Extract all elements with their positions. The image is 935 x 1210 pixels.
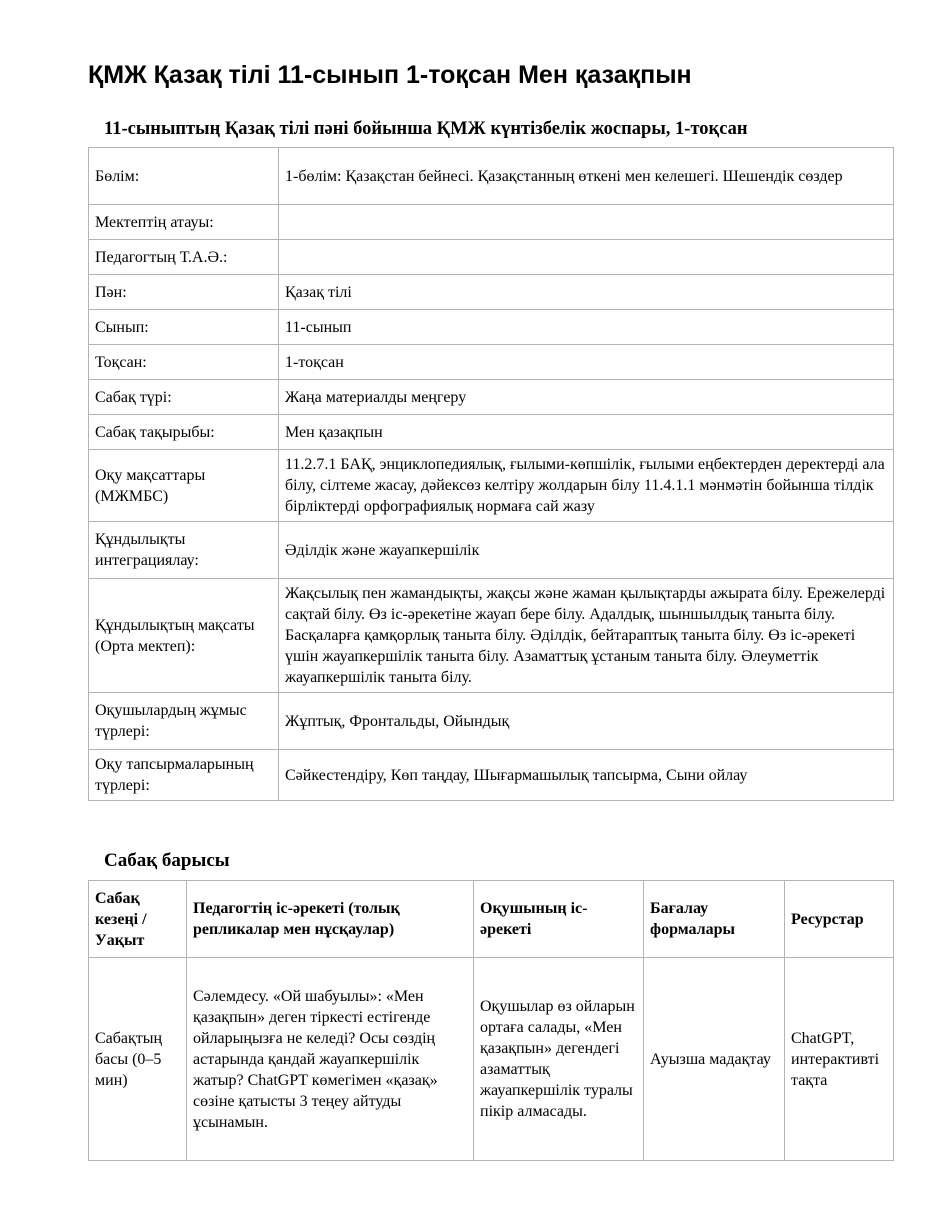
- lesson-table-header: [89, 881, 894, 958]
- resources-cell: ChatGPT, интерактивті тақта: [785, 958, 894, 1161]
- info-value: Әділдік және жауапкершілік: [279, 522, 894, 579]
- student-activity-cell: Оқушылар өз ойларын ортаға салады, «Мен қазақпын» дегендегі азаматтық жауапкершілік туралы пікір алмасады.: [474, 958, 644, 1161]
- info-label: Бөлім:: [89, 148, 279, 205]
- info-value: [279, 205, 894, 240]
- info-row-quarter: [89, 345, 894, 380]
- assessment-cell: Ауызша мадақтау: [644, 958, 785, 1161]
- info-label: Оқу мақсаттары (МЖМБС): [89, 450, 279, 522]
- info-label: Мектептің атауы:: [89, 205, 279, 240]
- info-row-value-goal: [89, 579, 894, 693]
- info-value: 1-тоқсан: [279, 345, 894, 380]
- teacher-activity-cell: Сәлемдесу. «Ой шабуылы»: «Мен қазақпын» деген тіркесті естігенде ойларыңызға не келеді? Осы сөздің астарында қандай жауапкершілік жатыр? ChatGPT көмегімен «қазақ» сөзіне қатысты 3 теңеу айтуды ұсынамын.: [187, 958, 474, 1161]
- info-row-grade: [89, 310, 894, 345]
- info-row-lesson-topic: [89, 415, 894, 450]
- info-label: Құндылықтың мақсаты (Орта мектеп):: [89, 579, 279, 693]
- table-row: [89, 958, 894, 1161]
- plan-heading: 11-сыныптың Қазақ тілі пәні бойынша ҚМЖ күнтізбелік жоспары, 1-тоқсан: [104, 119, 748, 139]
- info-value: Сәйкестендіру, Көп таңдау, Шығармашылық тапсырма, Сыни ойлау: [279, 750, 894, 801]
- column-header-stage: Сабақ кезеңі / Уақыт: [89, 881, 187, 958]
- column-header-teacher-activity: Педагогтің іс-әрекеті (толық репликалар мен нұсқаулар): [187, 881, 474, 958]
- info-label: Педагогтың Т.А.Ә.:: [89, 240, 279, 275]
- info-label: Сынып:: [89, 310, 279, 345]
- info-value: Жаңа материалды меңгеру: [279, 380, 894, 415]
- document-title: ҚМЖ Қазақ тілі 11-сынып 1-тоқсан Мен қазақпын: [88, 61, 692, 89]
- info-row-learning-objectives: [89, 450, 894, 522]
- info-row-section: [89, 148, 894, 205]
- info-label: Сабақ тақырыбы:: [89, 415, 279, 450]
- info-value: 11.2.7.1 БАҚ, энциклопедиялық, ғылыми-көпшілік, ғылыми еңбектерден деректерді ала білу, сілтеме жасау, дәйексөз келтіру жолдарын білу 11.4.1.1 мәнмәтін бойынша тілдік бірліктерді орфографиялық нормаға сай жазу: [279, 450, 894, 522]
- info-row-value-integration: [89, 522, 894, 579]
- lesson-stage-cell: Сабақтың басы (0–5 мин): [89, 958, 187, 1161]
- column-header-assessment: Бағалау формалары: [644, 881, 785, 958]
- lesson-info-table: [88, 147, 894, 801]
- info-value: Қазақ тілі: [279, 275, 894, 310]
- info-row-lesson-type: [89, 380, 894, 415]
- info-row-subject: [89, 275, 894, 310]
- info-row-teacher: [89, 240, 894, 275]
- info-label: Құндылықты интеграциялау:: [89, 522, 279, 579]
- info-label: Сабақ түрі:: [89, 380, 279, 415]
- info-row-task-types: [89, 750, 894, 801]
- info-value: Жақсылық пен жамандықты, жақсы және жаман қылықтарды ажырата білу. Ережелерді сақтай білу. Өз іс-әрекетіне жауап бере білу. Адалдық, шыншылдық таныта білу. Басқаларға қамқорлық таныта білу. Әділдік, бейтараптық таныта білу. Өз іс-әрекеті үшін жауапкершілік таныта білу. Азаматтық ұстаным таныта білу. Әлеуметтік жауапкершілік таныта білу.: [279, 579, 894, 693]
- info-row-work-types: [89, 693, 894, 750]
- lesson-progress-table: [88, 880, 894, 1161]
- info-row-school: [89, 205, 894, 240]
- column-header-resources: Ресурстар: [785, 881, 894, 958]
- info-label: Пән:: [89, 275, 279, 310]
- info-value: [279, 240, 894, 275]
- info-label: Оқушылардың жұмыс түрлері:: [89, 693, 279, 750]
- info-value: Мен қазақпын: [279, 415, 894, 450]
- lesson-progress-heading: Сабақ барысы: [104, 850, 230, 871]
- info-value: Жұптық, Фронтальды, Ойындық: [279, 693, 894, 750]
- column-header-student-activity: Оқушының іс-әрекеті: [474, 881, 644, 958]
- info-value: 11-сынып: [279, 310, 894, 345]
- info-value: 1-бөлім: Қазақстан бейнесі. Қазақстанның өткені мен келешегі. Шешендік сөздер: [279, 148, 894, 205]
- info-label: Оқу тапсырмаларының түрлері:: [89, 750, 279, 801]
- info-label: Тоқсан:: [89, 345, 279, 380]
